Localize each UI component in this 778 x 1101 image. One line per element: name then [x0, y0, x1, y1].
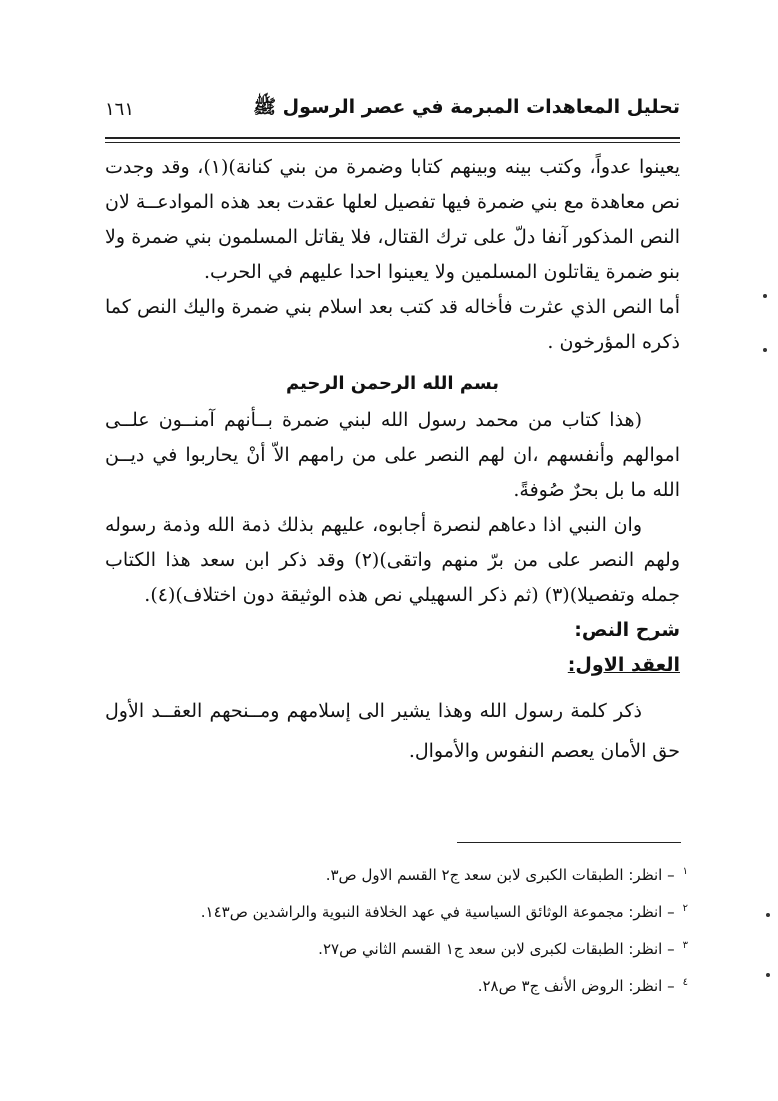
footnotes [105, 855, 688, 1003]
footnote [105, 855, 688, 892]
scan-speck [766, 913, 770, 917]
paragraph-1: يعينوا عدواً، وكتب بينه وبينهم كتابا وضمرة من بني كنانة)(١)، وقد وجدت نص معاهدة مع بني ضمرة فيها تفصيل لعلها عقدت بعد هذه الموادعــة لان النص المذكور آنفا دلّ على ترك القتال، فلا يقاتل المسلمون بني ضمرة ولا بنو ضمرة يقاتلون المسلمين ولا يعينوا احدا عليهم في الحرب. [105, 156, 680, 283]
header-rule-bottom [105, 142, 680, 143]
scan-speck [766, 973, 770, 977]
footnote-text: – انظر: الروض الأنف ج٣ ص٢٨. [477, 977, 675, 995]
footnote-text: – انظر: مجموعة الوثائق السياسية في عهد الخلافة النبوية والراشدين ص١٤٣. [200, 903, 675, 921]
footnote-text: – انظر: الطبقات الكبرى لابن سعد ج٢ القسم الاول ص٣. [325, 866, 675, 884]
footnote-mark: ٣ [682, 940, 688, 951]
footnote [105, 929, 688, 966]
footnote-separator [457, 842, 681, 843]
scan-speck [763, 348, 767, 352]
footnote-mark: ٢ [682, 903, 688, 914]
section-heading: شرح النص: [574, 619, 680, 641]
scan-speck [763, 294, 767, 298]
footnote-mark: ٤ [682, 977, 688, 988]
page-number: ١٦١ [105, 98, 135, 120]
footnote [105, 966, 688, 1003]
paragraph-3: (هذا كتاب من محمد رسول الله لبني ضمرة بــأنهم آمنــون علــى اموالهم وأنفسهم ،ان لهم النصر على من رامهم الاّ أنْ يحاربوا في ديــن الله ما بل بحرٌ صُوفةً. [105, 409, 680, 501]
footnote [105, 892, 688, 929]
header-rule-top [105, 137, 680, 139]
paragraph-4: وان النبي اذا دعاهم لنصرة أجابوه، عليهم بذلك ذمة الله وذمة رسوله ولهم النصر على من برّ منهم واتقى)(٢) وقد ذكر ابن سعد هذا الكتاب جمله وتفصيلا)(٣) (ثم ذكر السهيلي نص هذه الوثيقة دون اختلاف)(٤). [105, 514, 680, 606]
page-header [105, 92, 680, 126]
subsection-heading: العقد الاول: [567, 654, 680, 676]
footnote-text: – انظر: الطبقات لكبرى لابن سعد ج١ القسم الثاني ص٢٧. [318, 940, 675, 958]
basmala-heading: بسم الله الرحمن الرحيم [285, 373, 500, 394]
running-title: تحليل المعاهدات المبرمة في عصر الرسول ﷺ [253, 96, 680, 118]
main-text [105, 150, 680, 771]
paragraph-2: أما النص الذي عثرت فأخاله قد كتب بعد اسلام بني ضمرة واليك النص كما ذكره المؤرخون . [105, 296, 680, 353]
paragraph-5: ذكر كلمة رسول الله وهذا يشير الى إسلامهم ومــنحهم العقــد الأول حق الأمان يعصم النفوس والأموال. [105, 700, 680, 762]
footnote-mark: ١ [682, 866, 688, 877]
